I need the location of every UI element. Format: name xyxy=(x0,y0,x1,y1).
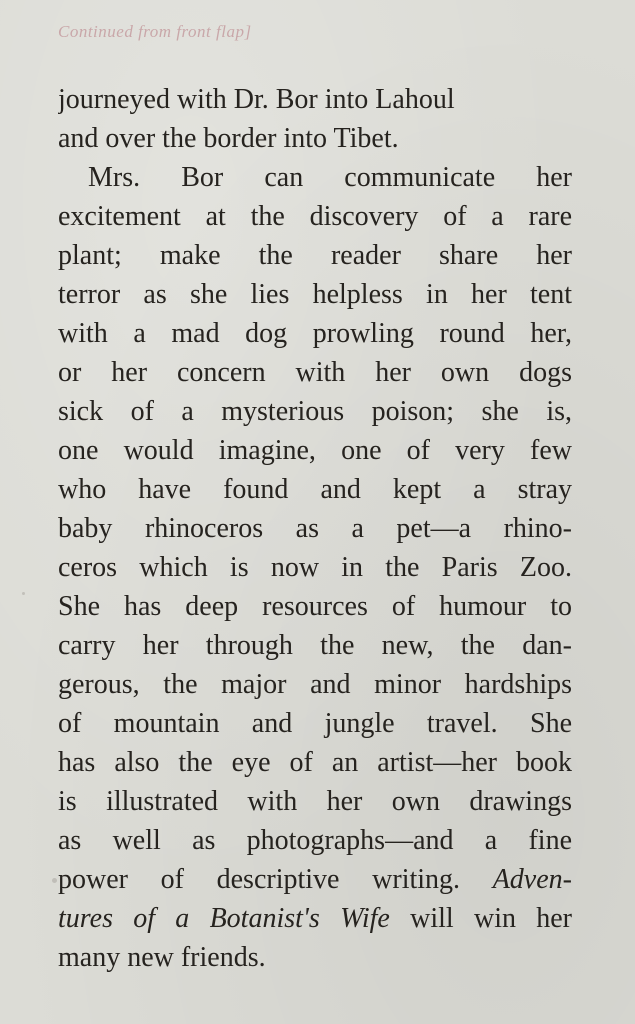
text-line: terror as she lies helpless in her tent xyxy=(58,279,572,310)
text-line: sick of a mysterious poison; she is, xyxy=(58,396,572,427)
text-line: is illustrated with her own drawings xyxy=(58,786,572,817)
text-line: gerous, the major and minor hardships xyxy=(58,669,572,700)
text-line: She has deep resources of humour to xyxy=(58,591,572,622)
text-line: many new friends. xyxy=(58,942,266,973)
text-line: journeyed with Dr. Bor into Lahoul xyxy=(58,84,455,115)
text-line: who have found and kept a stray xyxy=(58,474,572,505)
paper-speck xyxy=(52,878,57,883)
text-line: and over the border into Tibet. xyxy=(58,123,399,154)
text-line: has also the eye of an artist—her book xyxy=(58,747,572,778)
text-line: baby rhinoceros as a pet—a rhino- xyxy=(58,513,572,544)
text-line: one would imagine, one of very few xyxy=(58,435,572,466)
book-title-italic: tures of a Botanist's Wife xyxy=(58,903,390,934)
text-line-roman: will win her xyxy=(410,903,572,934)
text-line: excitement at the discovery of a rare xyxy=(58,201,572,232)
text-line: or her concern with her own dogs xyxy=(58,357,572,388)
paper-speck xyxy=(22,592,25,595)
text-line xyxy=(58,860,572,899)
text-line-roman: power of descriptive writing. xyxy=(58,864,461,895)
text-line: of mountain and jungle travel. She xyxy=(58,708,572,739)
text-line: carry her through the new, the dan- xyxy=(58,630,572,661)
text-line: with a mad dog prowling round her, xyxy=(58,318,572,349)
text-line: as well as photographs—and a fine xyxy=(58,825,572,856)
text-line: plant; make the reader share her xyxy=(58,240,572,271)
continued-note: Continued from front flap] xyxy=(58,22,252,41)
book-title-italic: Adven- xyxy=(492,864,572,895)
text-line: ceros which is now in the Paris Zoo. xyxy=(58,552,572,583)
flap-copy xyxy=(58,80,572,977)
text-line xyxy=(58,899,572,938)
text-line: Mrs. Bor can communicate her xyxy=(88,162,572,193)
